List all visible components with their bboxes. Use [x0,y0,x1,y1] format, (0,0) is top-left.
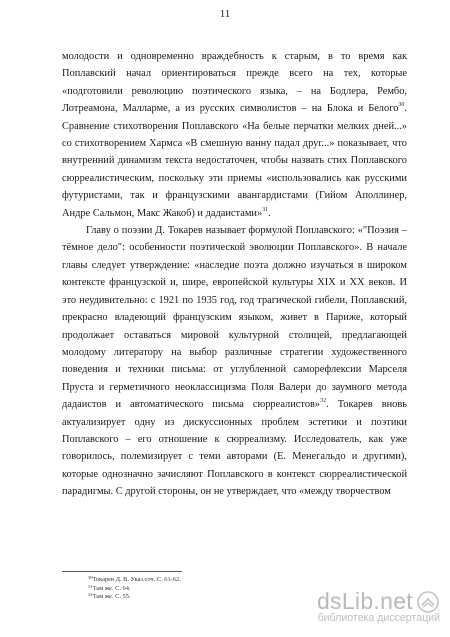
watermark-logo: dsLib.net [316,588,413,614]
body-text [62,48,407,501]
footnote-ref-30[interactable]: 30 [398,102,405,109]
watermark [317,588,440,624]
watermark-subtitle: библиотека диссертаций [317,612,440,624]
page-number: 11 [219,8,231,20]
footnotes [88,576,181,602]
footnote-divider [62,571,182,572]
footnote-item: $^{30}$Токарев Д. В. Указ.соч. С. 61-62. [88,575,181,583]
footnote-item: $^{31}$Там же. С. 64. [88,583,131,592]
footnote-ref-31[interactable]: 31 [262,206,269,213]
paragraph-2: Главу о поэзии Д. Токарев называет формулой Поплавского: «"Поэзия – тёмное дело": особенности поэтической эволюции Поплавского». В начале главы следует утверждение: «наследие поэта должно изучаться в широком контексте французской и, шире, европейской культуры XIX и XX веков. И это неудивительно: с 1921 по 1935 год, год трагической гибели, Поплавский, прекрасно владеющий французским языком, живет в Париже, который продолжает оставаться мировой культурной столицей, предлагающей молодому литератору на выбор различные стратегии художественного поведения и техники письма: от углубленной саморефлексии Марселя Пруста и герметичного неоклассицизма Поля Валери до заумного метода дадаистов и автоматического письма сюрреалистов»$^{32}$. Токарев вновь актуализирует одну из дискуссионных проблем эстетики и поэтики Поплавского – его отношение к сюрреализму. Исследователь, как уже говорилось, полемизирует с теми авторами (Е. Менегальдо и другими), которые однозначно зачисляют Поплавского в контекст сюрреалистической парадигмы. С другой стороны, он не утверждает, что «между творчеством [62,225,408,498]
footnote-item: $^{32}$Там же. С. 55. [88,592,131,601]
footnote-ref-32[interactable]: 32 [320,398,327,405]
book-globe-icon [416,590,440,614]
paragraph-1: молодости и одновременно враждебность к старым, в то время как Поплавский начал ориентироваться прежде всего на тех, которые «подготовили революцию поэтического языка, – на Бодлера, Рембо, Лотреамона, Малларме, а из русских символистов – на Блока и Белого$^{30}$. Сравнение стихотворения Поплавского «На белые перчатки мелких дней...» со стихотворением Хармса «В смешную ванну падал друг...» показывает, что внутренний динамизм текста недостаточен, чтобы назвать стих Поплавского сюрреалистическим, поскольку эти приемы «использовались как русскими футуристами, так и французскими авангардистами (Гийом Аполлинер, Андре Сальмон, Макс Жакоб) и дадаистами»$^{31}$. [62,51,407,219]
